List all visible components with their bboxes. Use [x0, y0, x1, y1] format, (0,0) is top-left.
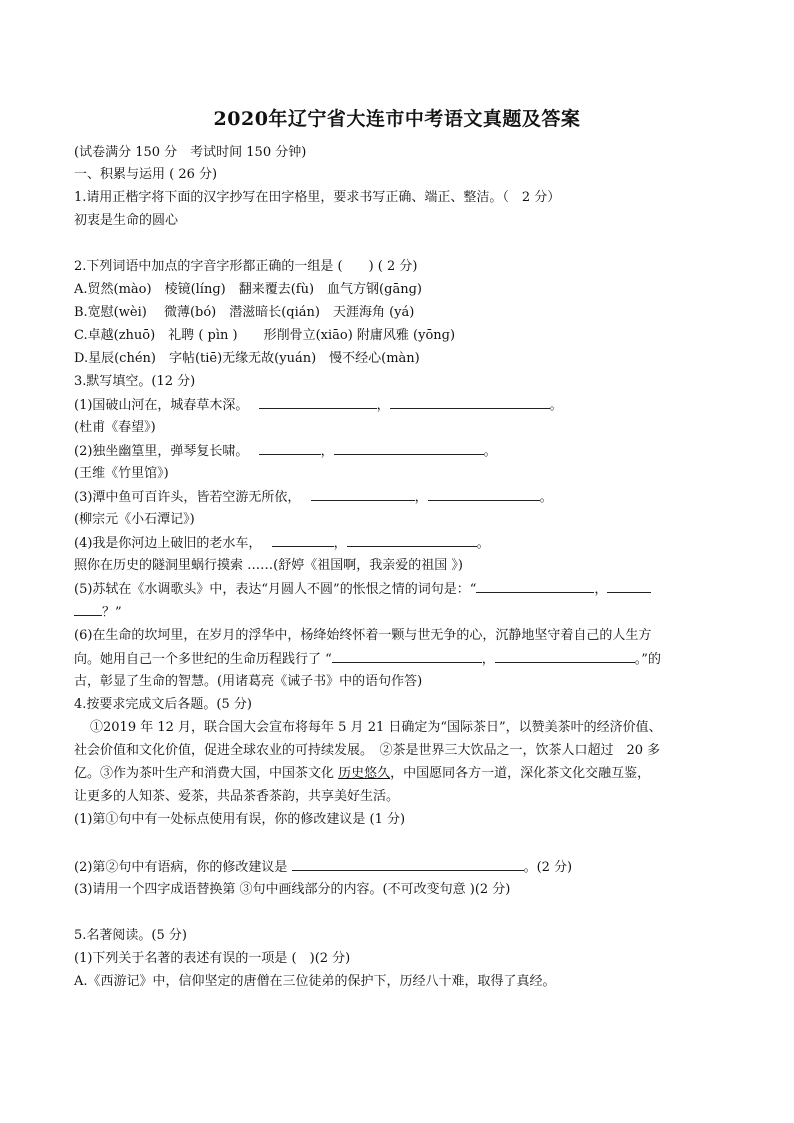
page-title: 2020年辽宁省大连市中考语文真题及答案	[213, 108, 581, 130]
passage-line-4: 让更多的人知茶、爱茶，共品茶香茶韵，共享美好生活。	[74, 789, 400, 804]
comma: ，	[594, 582, 608, 597]
comma: ，	[320, 444, 334, 459]
question-4-prompt: 4.按要求完成文后各题。(5 分)	[74, 697, 252, 712]
answer-blank[interactable]	[259, 442, 321, 455]
answer-blank[interactable]	[476, 580, 594, 593]
answer-blank[interactable]	[292, 858, 524, 871]
question-5-prompt: 5.名著阅读。(5 分)	[74, 928, 187, 943]
question-3-item-6-line-3: 古，彰显了生命的智慧。(用诸葛亮《诫子书》中的语句作答)	[74, 674, 423, 689]
question-1-prompt: 1.请用正楷字将下面的汉字抄写在田字格里，要求书写正确、端正、整洁。（ 2 分）	[74, 190, 561, 205]
verse-text: (3)潭中鱼可百许头，皆若空游无所依，	[74, 490, 301, 505]
question-1-text: 初衷是生命的圆心	[74, 213, 179, 228]
verse-text: (5)苏轼在《水调歌头》中，表达“月圆人不圆”的怅恨之情的词句是：“	[74, 582, 477, 597]
period: 。	[476, 536, 490, 551]
question-3-item-6-line-2	[74, 650, 661, 669]
question-2-prompt: 2.下列词语中加点的字音字形都正确的一组是 ( ) ( 2 分)	[74, 259, 418, 274]
question-text: 。(2 分)	[523, 860, 573, 875]
question-3-item-1	[74, 396, 563, 415]
passage-line-2: 社会价值和文化价值，促进全球农业的可持续发展。 ②茶是世界三大饮品之一，饮茶人口超过 20 多	[74, 743, 661, 758]
question-3-item-6: (6)在生命的坎坷里，在岁月的浮华中，杨绛始终怀着一颗与世无争的心，沉静地坚守着自己的人生方	[74, 628, 652, 643]
question-5-sub-1: (1)下列关于名著的表述有误的一项是 ( )(2 分)	[74, 951, 351, 966]
passage-text: 亿。③作为茶叶生产和消费大国，中国茶文化	[74, 766, 339, 781]
question-text: (2)第②句中有语病，你的修改建议是	[74, 860, 292, 875]
question-4-sub-3: (3)请用一个四字成语替换第 ③句中画线部分的内容。(不可改变句意 )(2 分)	[74, 882, 511, 897]
answer-blank[interactable]	[495, 650, 635, 663]
question-3-prompt: 3.默写填空。(12 分)	[74, 374, 196, 389]
question-2-option-a: A.贸然(mào) 棱镜(línɡ) 翻来覆去(fù) 血气方钢(gānɡ)	[74, 282, 422, 297]
question-3-source-2: (王维《竹里馆》)	[74, 466, 169, 481]
answer-blank[interactable]	[74, 603, 102, 616]
verse-text: 向。她用自己一个多世纪的生命历程践行了 “	[74, 652, 332, 667]
question-3-item-5	[74, 580, 651, 599]
question-2-option-d: D.星辰(chén) 字帖(tiē)无缘无故(yuán) 慢不经心(màn)	[74, 351, 420, 366]
period: 。	[549, 398, 563, 413]
question-3-item-3	[74, 488, 553, 507]
passage-line-3	[74, 765, 650, 783]
answer-blank[interactable]	[390, 396, 550, 409]
verse-text: 。”的	[634, 652, 661, 667]
answer-blank[interactable]	[347, 534, 477, 547]
answer-blank[interactable]	[272, 534, 334, 547]
underlined-phrase: 历史悠久	[338, 766, 391, 781]
question-3-source-1: (杜甫《春望》)	[74, 420, 156, 435]
question-3-item-4-cont: 照你在历史的隧洞里蜗行摸索 ……(舒婷《祖国啊，我亲爱的祖国 》)	[74, 558, 463, 573]
question-3-item-5-cont	[74, 603, 122, 622]
comma: ，	[376, 398, 390, 413]
comma: ，	[333, 536, 347, 551]
answer-blank[interactable]	[259, 396, 377, 409]
question-3-source-3: (柳宗元《小石潭记》)	[74, 512, 195, 527]
verse-text: (2)独坐幽篁里，弹琴复长啸。	[74, 444, 249, 459]
question-3-item-2	[74, 442, 497, 461]
answer-blank[interactable]	[428, 488, 540, 501]
question-4-sub-2	[74, 858, 572, 877]
verse-text: (1)国破山河在，城春草木深。	[74, 398, 249, 413]
section-heading: 一、积累与运用 ( 26 分)	[74, 167, 218, 182]
answer-blank[interactable]	[311, 488, 415, 501]
question-2-option-c: C.卓越(zhuō) 礼聘 ( pìn ) 形削骨立(xiāo) 附庸风雅 (yōnɡ)	[74, 328, 456, 343]
question-2-option-b: B.宽慰(wèi) 微薄(bó) 潜滋暗长(qián) 天涯海角 (yá)	[74, 305, 415, 320]
verse-text: (4)我是你河边上破旧的老水车，	[74, 536, 262, 551]
exam-info: (试卷满分 150 分 考试时间 150 分钟)	[74, 145, 307, 160]
answer-blank[interactable]	[332, 650, 482, 663]
comma: ，	[481, 652, 495, 667]
question-4-sub-1: (1)第①句中有一处标点使用有误，你的修改建议是 (1 分)	[74, 812, 406, 827]
comma: ，	[414, 490, 428, 505]
answer-blank[interactable]	[607, 580, 651, 593]
verse-text: ？”	[102, 605, 122, 620]
passage-text: ，中国愿同各方一道，深化茶文化交融互鉴，	[390, 766, 651, 781]
answer-blank[interactable]	[334, 442, 484, 455]
question-5-option-a: A.《西游记》中，信仰坚定的唐僧在三位徒弟的保护下，历经八十难，取得了真经。	[74, 974, 556, 989]
period: 。	[539, 490, 553, 505]
question-3-item-4	[74, 534, 490, 553]
passage-line-1: ①2019 年 12 月，联合国大会宣布将每年 5 月 21 日确定为“国际茶日”，以赞美茶叶的经济价值、	[90, 720, 662, 735]
period: 。	[483, 444, 497, 459]
